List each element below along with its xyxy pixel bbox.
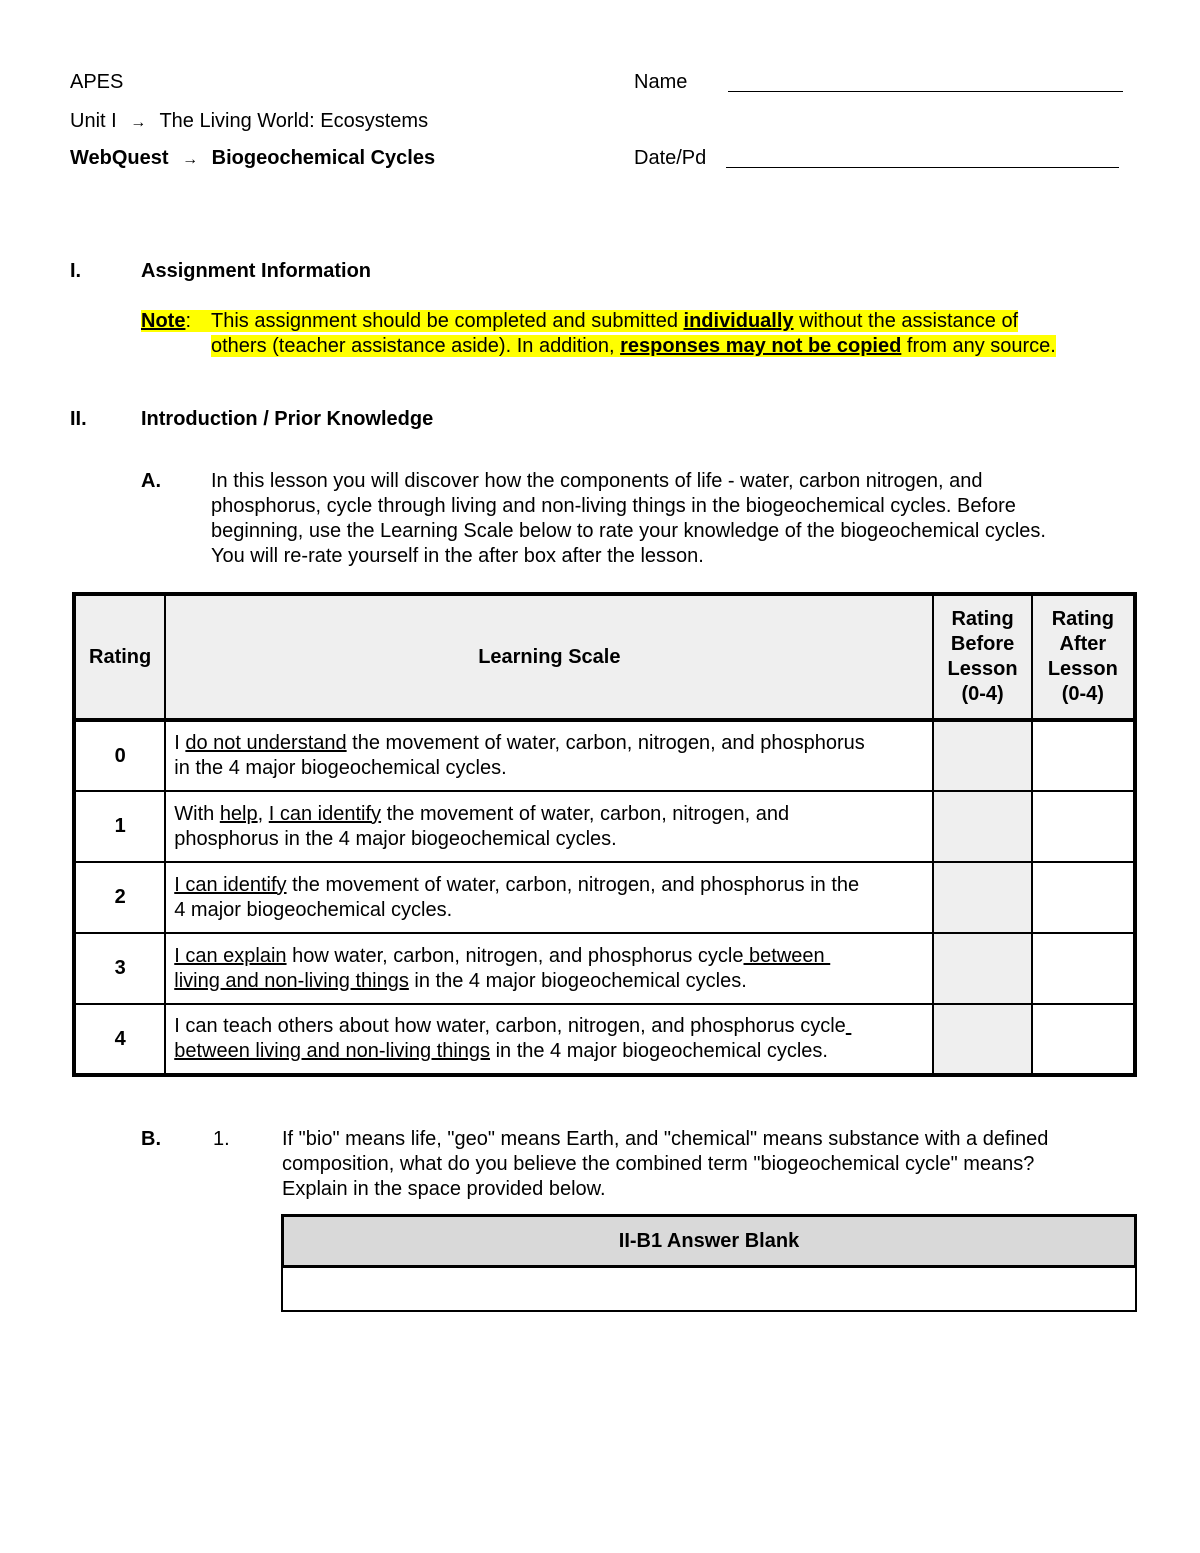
unit-prefix: Unit I: [70, 110, 117, 132]
section1-title: Assignment Information: [141, 260, 372, 282]
note-emphasis-no-copy: responses may not be copied: [620, 335, 902, 357]
scale-description: I can explain how water, carbon, nitrogen, and phosphorus cycle between living and non-living things in the 4 major biogeochemical cycles.: [165, 933, 933, 1004]
rating-cell: 3: [74, 933, 165, 1004]
rating-before-input[interactable]: [933, 1004, 1031, 1075]
rating-before-input[interactable]: [933, 933, 1031, 1004]
rating-after-input[interactable]: [1032, 791, 1135, 862]
name-label: Name: [634, 71, 688, 93]
note-text-1a: This assignment should be completed and submitted: [211, 310, 684, 332]
answer-box: [281, 1214, 1137, 1312]
answer-box-title: II-B1 Answer Blank: [281, 1214, 1137, 1268]
learning-scale-table: [72, 592, 1137, 1077]
answer-input-area[interactable]: [283, 1266, 1135, 1310]
rating-cell: 1: [74, 791, 165, 862]
arrow-icon: →: [130, 114, 147, 131]
question-line: Explain in the space provided below.: [282, 1178, 606, 1200]
unit-title: The Living World: Ecosystems: [159, 110, 429, 132]
header-rating-after: Rating After Lesson (0-4): [1032, 594, 1135, 720]
section2-numeral: II.: [70, 408, 87, 430]
question-line: If "bio" means life, "geo" means Earth, and "chemical" means substance with a defined: [282, 1128, 1049, 1150]
question-number: 1.: [213, 1128, 230, 1150]
rating-before-input[interactable]: [933, 862, 1031, 933]
rating-before-input[interactable]: [933, 791, 1031, 862]
question-text: [282, 1127, 1048, 1202]
part-b-label: B.: [141, 1128, 161, 1150]
header-learning-scale: Learning Scale: [165, 594, 933, 720]
scale-description: With help, I can identify the movement of water, carbon, nitrogen, and phosphorus in the 4 major biogeochemical cycles.: [165, 791, 933, 862]
arrow-icon: →: [182, 151, 199, 168]
note-colon: :: [185, 310, 192, 332]
section2-title: Introduction / Prior Knowledge: [141, 408, 434, 430]
date-label: Date/Pd: [634, 147, 707, 169]
header-rating-before: Rating Before Lesson (0-4): [933, 594, 1031, 720]
table-row: [74, 933, 1135, 1004]
part-a-text: [211, 469, 1046, 569]
webquest-title: Biogeochemical Cycles: [211, 147, 436, 169]
date-field[interactable]: [726, 151, 1119, 174]
course-label: APES: [70, 71, 124, 93]
header-rating: Rating: [74, 594, 165, 720]
table-row: [74, 862, 1135, 933]
rating-after-input[interactable]: [1032, 862, 1135, 933]
rating-before-input[interactable]: [933, 720, 1031, 791]
part-a-label: A.: [141, 470, 161, 492]
rating-cell: 4: [74, 1004, 165, 1075]
note-text-1b: without the assistance of: [793, 310, 1019, 332]
table-header-row: [74, 594, 1135, 720]
table-row: [74, 1004, 1135, 1075]
part-a-line: phosphorus, cycle through living and non-living things in the biogeochemical cycles. Before: [211, 495, 1016, 517]
scale-description: I do not understand the movement of water, carbon, nitrogen, and phosphorus in the 4 major biogeochemical cycles.: [165, 720, 933, 791]
question-line: composition, what do you believe the combined term "biogeochemical cycle" means?: [282, 1153, 1035, 1175]
note-text-2a: others (teacher assistance aside). In addition,: [211, 335, 621, 357]
table-row: [74, 791, 1135, 862]
note-line1: [141, 309, 1018, 334]
note-line2: [211, 334, 1056, 359]
note-emphasis-individually: individually: [683, 310, 794, 332]
note-label: Note: [141, 310, 186, 332]
scale-description: I can identify the movement of water, carbon, nitrogen, and phosphorus in the 4 major biogeochemical cycles.: [165, 862, 933, 933]
webquest-label: WebQuest: [70, 147, 169, 169]
part-a-line: beginning, use the Learning Scale below to rate your knowledge of the biogeochemical cycles.: [211, 520, 1046, 542]
rating-cell: 2: [74, 862, 165, 933]
webquest-line: [70, 147, 435, 170]
section1-numeral: I.: [70, 260, 82, 282]
scale-description: I can teach others about how water, carbon, nitrogen, and phosphorus cycle between living and non-living things in the 4 major biogeochemical cycles.: [165, 1004, 933, 1075]
rating-after-input[interactable]: [1032, 933, 1135, 1004]
rating-after-input[interactable]: [1032, 720, 1135, 791]
rating-cell: 0: [74, 720, 165, 791]
part-a-line: You will re-rate yourself in the after box after the lesson.: [211, 545, 704, 567]
table-row: [74, 720, 1135, 791]
note-text-2b: from any source.: [901, 335, 1056, 357]
rating-after-input[interactable]: [1032, 1004, 1135, 1075]
name-field[interactable]: [728, 75, 1123, 98]
unit-line: [70, 110, 428, 133]
part-a-line: In this lesson you will discover how the components of life - water, carbon nitrogen, and: [211, 470, 983, 492]
